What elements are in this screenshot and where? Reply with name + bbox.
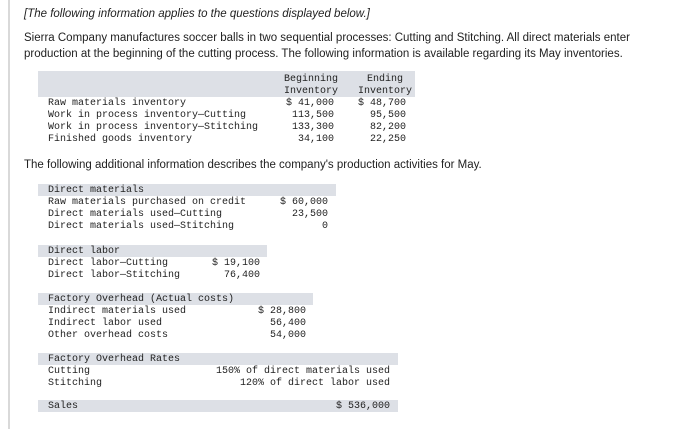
rates-row-label: Cutting	[48, 366, 91, 377]
dl-row-label: Direct labor—Cutting	[48, 258, 169, 269]
header-note: [The following information applies to the questions displayed below.]	[24, 8, 370, 20]
rates-title: Factory Overhead Rates	[48, 354, 181, 365]
dm-row-label: Direct materials used—Cutting	[48, 209, 223, 220]
rates-row-value: 120% of direct labor used	[239, 378, 390, 389]
fo-row-label: Indirect labor used	[48, 318, 163, 329]
inv-row-end: 22,250	[369, 134, 406, 145]
inv-row-label: Work in process inventory—Cutting	[48, 110, 247, 121]
fo-row-label: Indirect materials used	[48, 306, 187, 317]
inv-row-begin: $ 41,000	[285, 98, 334, 109]
col-end-label-1: Ending	[366, 74, 403, 85]
fo-title: Factory Overhead (Actual costs)	[48, 294, 235, 305]
rates-row-value: 150% of direct materials used	[215, 366, 390, 377]
fo-row-value: 56,400	[269, 318, 306, 329]
inv-row-begin: 113,500	[291, 110, 334, 121]
sales-value: $ 536,000	[335, 401, 390, 412]
inv-row-label: Work in process inventory—Stitching	[48, 122, 259, 133]
intro-line-2: production at the beginning of the cutting process. The following information is available regarding its May inventories.	[24, 48, 623, 60]
fo-row-label: Other overhead costs	[48, 330, 169, 341]
inv-row-begin: 34,100	[297, 134, 334, 145]
dm-row-value: 0	[321, 221, 328, 232]
dl-row-value: $ 19,100	[211, 258, 260, 269]
col-begin-label-2: Inventory	[283, 86, 338, 97]
dm-row-value: $ 60,000	[279, 197, 328, 208]
inv-row-label: Raw materials inventory	[48, 98, 187, 109]
fo-row-value: $ 28,800	[257, 306, 306, 317]
sales-label: Sales	[48, 401, 79, 412]
dl-row-label: Direct labor—Stitching	[48, 270, 181, 281]
inv-row-begin: 133,300	[291, 122, 334, 133]
col-end-label-2: Inventory	[357, 86, 412, 97]
inv-row-end: 95,500	[369, 110, 406, 121]
inv-row-end: 82,200	[369, 122, 406, 133]
dm-title: Direct materials	[48, 185, 145, 196]
inv-row-end: $ 48,700	[357, 98, 406, 109]
left-border	[8, 0, 10, 429]
intro-line-1: Sierra Company manufactures soccer balls in two sequential processes: Cutting and Stitching. All direct materials enter	[24, 32, 630, 44]
fo-row-value: 54,000	[269, 330, 306, 341]
col-begin-label-1: Beginning	[283, 74, 338, 85]
dm-row-label: Raw materials purchased on credit	[48, 197, 247, 208]
additional-note: The following additional information describes the company's production activities for May.	[24, 159, 482, 171]
dm-row-value: 23,500	[291, 209, 328, 220]
dl-title: Direct labor	[48, 246, 121, 257]
dm-row-label: Direct materials used—Stitching	[48, 221, 235, 232]
dl-row-value: 76,400	[223, 270, 260, 281]
rates-row-label: Stitching	[48, 378, 103, 389]
inv-row-label: Finished goods inventory	[48, 134, 193, 145]
